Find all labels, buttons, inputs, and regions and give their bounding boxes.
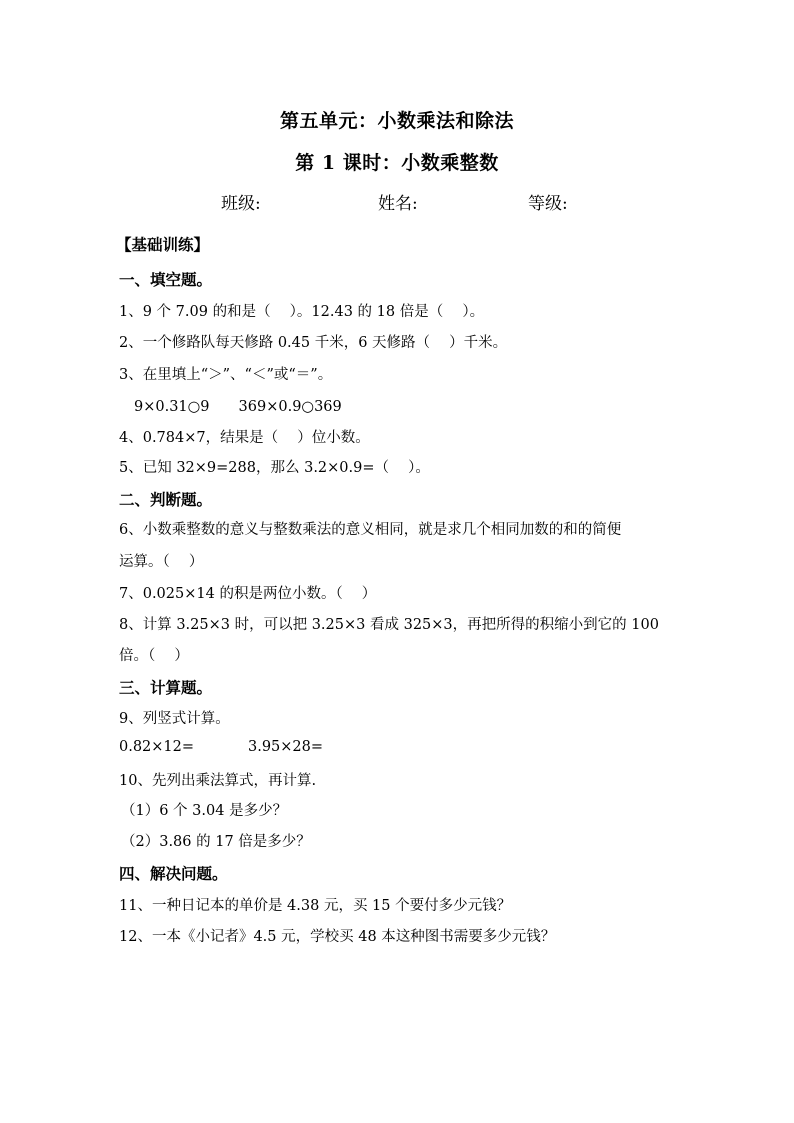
section-fill-in: 一、填空题。	[119, 270, 213, 289]
question-9-item-b: 3.95×28=	[248, 739, 324, 755]
question-8-line-2: 倍。（ ）	[119, 648, 189, 664]
question-2: 2、一个修路队每天修路 0.45 千米，6 天修路（ ）千米。	[119, 335, 508, 351]
question-1: 1、9 个 7.09 的和是（ ）。12.43 的 18 倍是（ ）。	[119, 304, 485, 320]
page-subtitle: 第 1 课时：小数乘整数	[295, 152, 499, 174]
question-11: 11、一种日记本的单价是 4.38 元，买 15 个要付多少元钱？	[119, 898, 512, 914]
question-4: 4、0.784×7，结果是（ ）位小数。	[119, 430, 370, 446]
section-problem-solving: 四、解决问题。	[119, 864, 228, 883]
question-6-line-1: 6、小数乘整数的意义与整数乘法的意义相同，就是求几个相同加数的和的简便	[119, 522, 622, 538]
question-3: 3、在里填上“＞”、“＜”或“＝”。	[119, 367, 333, 383]
question-10-part-2: （2）3.86 的 17 倍是多少？	[121, 834, 311, 850]
question-12: 12、一本《小记者》4.5 元，学校买 48 本这种图书需要多少元钱？	[119, 929, 556, 945]
question-7: 7、0.025×14 的积是两位小数。（ ）	[119, 586, 377, 602]
question-5: 5、已知 32×9=288，那么 3.2×0.9=（ ）。	[119, 460, 430, 476]
question-3-items: 9×0.31○9 369×0.9○369	[134, 399, 342, 415]
question-10: 10、先列出乘法算式，再计算.	[119, 773, 317, 789]
question-9-item-a: 0.82×12=	[119, 739, 195, 755]
section-calculation: 三、计算题。	[119, 678, 213, 697]
section-true-false: 二、判断题。	[119, 490, 213, 509]
name-label: 姓名:	[378, 194, 418, 214]
page-title: 第五单元：小数乘法和除法	[279, 110, 514, 132]
grade-label: 等级:	[528, 194, 568, 214]
question-8-line-1: 8、计算 3.25×3 时，可以把 3.25×3 看成 325×3，再把所得的积缩小到它的 100	[119, 617, 659, 633]
question-10-part-1: （1）6 个 3.04 是多少？	[121, 803, 288, 819]
section-basic-training: 【基础训练】	[116, 235, 210, 254]
class-label: 班级:	[221, 194, 261, 214]
question-6-line-2: 运算。（ ）	[119, 554, 204, 570]
question-9: 9、列竖式计算。	[119, 711, 230, 727]
